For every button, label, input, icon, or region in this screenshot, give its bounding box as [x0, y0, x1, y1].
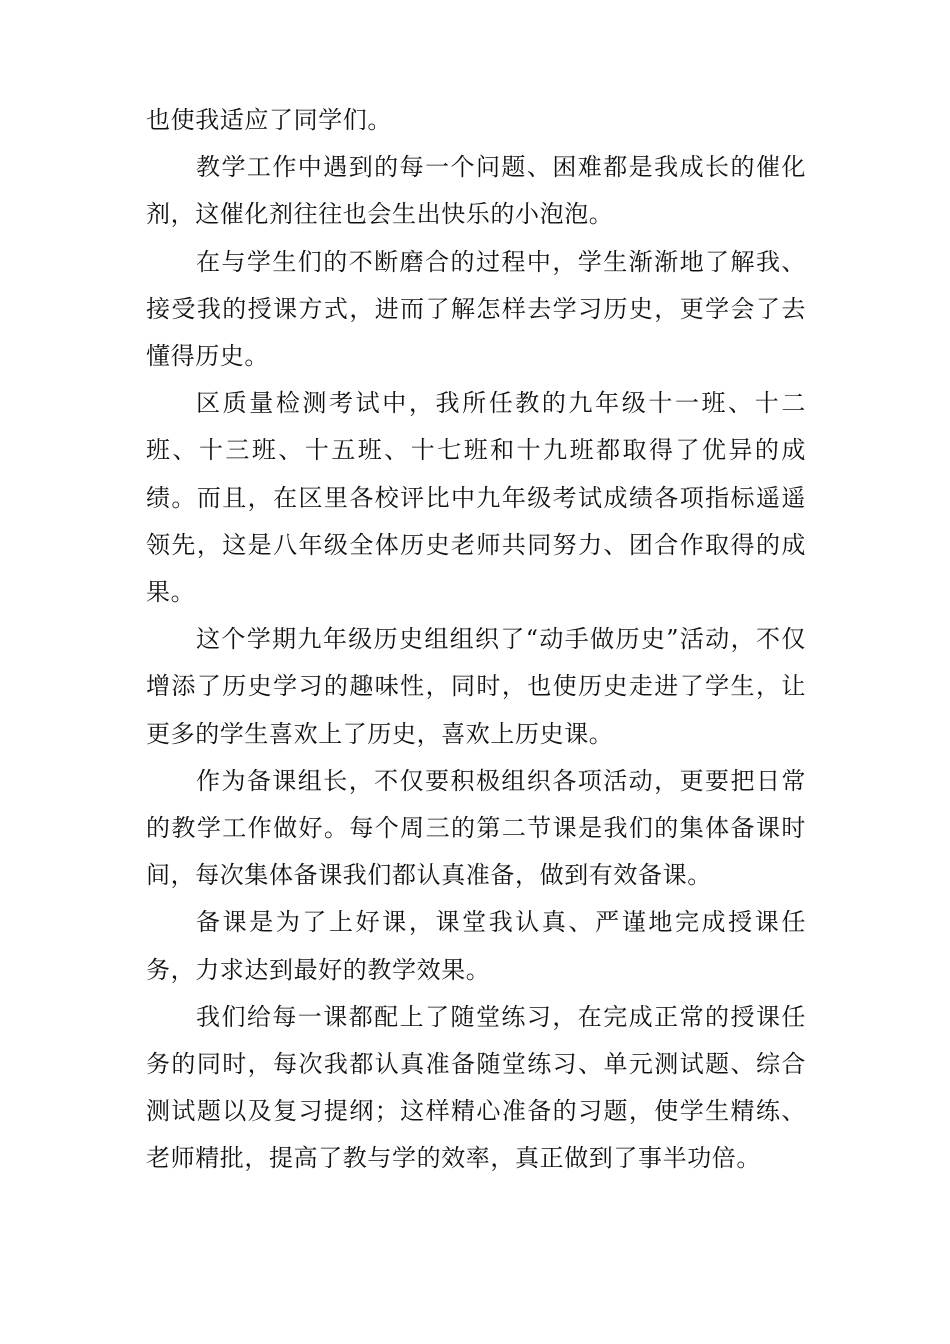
paragraph-3: 在与学生们的不断磨合的过程中，学生渐渐地了解我、接受我的授课方式，进而了解怎样去学习历史，更学会了去懂得历史。 — [146, 247, 806, 371]
paragraph-7: 备课是为了上好课，课堂我认真、严谨地完成授课任务，力求达到最好的教学效果。 — [146, 908, 806, 984]
paragraph-2: 教学工作中遇到的每一个问题、困难都是我成长的催化剂，这催化剂往往也会生出快乐的小泡泡。 — [146, 153, 806, 229]
paragraph-1: 也使我适应了同学们。 — [146, 106, 392, 134]
paragraph-6: 作为备课组长，不仅要积极组织各项活动，更要把日常的教学工作做好。每个周三的第二节课是我们的集体备课时间，每次集体备课我们都认真准备，做到有效备课。 — [146, 766, 806, 890]
paragraph-4: 区质量检测考试中，我所任教的九年级十一班、十二班、十三班、十五班、十七班和十九班都取得了优异的成绩。而且，在区里各校评比中九年级考试成绩各项指标遥遥领先，这是八年级全体历史老师共同努力、团合作取得的成果。 — [146, 389, 806, 607]
paragraph-5: 这个学期九年级历史组组织了“动手做历史”活动，不仅增添了历史学习的趣味性，同时，也使历史走进了学生，让更多的学生喜欢上了历史，喜欢上历史课。 — [146, 625, 806, 748]
document-body — [146, 97, 806, 1183]
paragraph-8: 我们给每一课都配上了随堂练习，在完成正常的授课任务的同时，每次我都认真准备随堂练习、单元测试题、综合测试题以及复习提纲；这样精心准备的习题，使学生精练、老师精批，提高了教与学的效率，真正做到了事半功倍。 — [146, 1002, 806, 1173]
